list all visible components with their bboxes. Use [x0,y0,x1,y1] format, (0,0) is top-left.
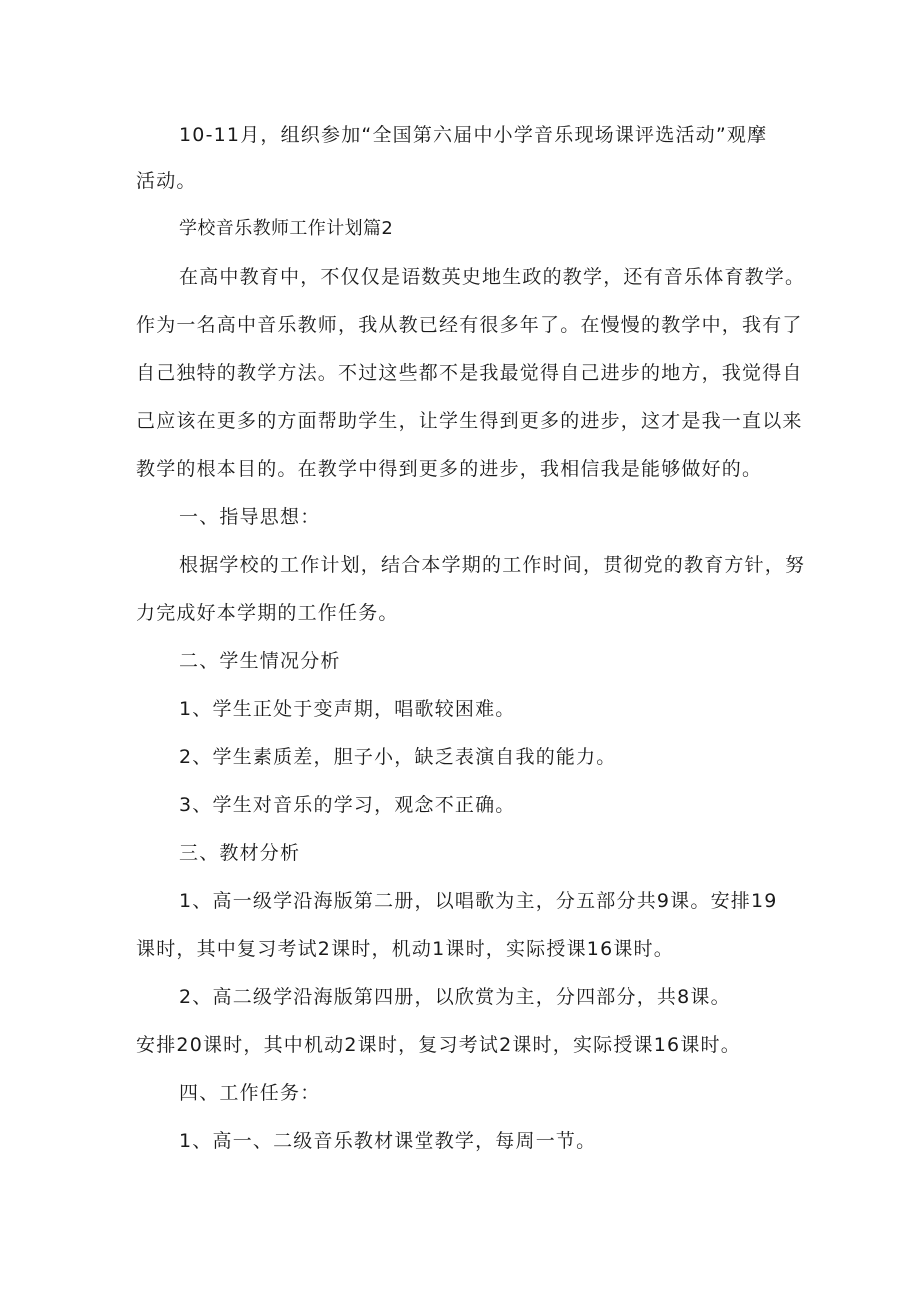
list-item: 2、高二级学沿海版第四册，以欣赏为主，分四部分，共8课。 [179,986,731,1008]
paragraph-line: 活动。 [136,170,197,192]
paragraph-line: 己应该在更多的方面帮助学生，让学生得到更多的进步，这才是我一直以来 [136,410,803,432]
paragraph-line: 根据学校的工作计划，结合本学期的工作时间，贯彻党的教育方针，努 [179,554,806,576]
heading-textbook-analysis: 三、教材分析 [179,842,301,864]
list-item: 2、学生素质差，胆子小，缺乏表演自我的能力。 [179,746,617,768]
paragraph-line: 在高中教育中，不仅仅是语数英史地生政的教学，还有音乐体育教学。 [179,266,806,288]
list-item: 1、学生正处于变声期，唱歌较困难。 [179,698,516,720]
heading-work-tasks: 四、工作任务： [179,1082,321,1104]
paragraph-line: 10-11月，组织参加“全国第六届中小学音乐现场课评选活动”观摩 [179,124,768,146]
paragraph-line: 自己独特的教学方法。不过这些都不是我最觉得自己进步的地方，我觉得自 [136,362,803,384]
list-item: 1、高一、二级音乐教材课堂教学，每周一节。 [179,1130,597,1152]
paragraph-line: 课时，其中复习考试2课时，机动1课时，实际授课16课时。 [136,938,674,960]
list-item: 3、学生对音乐的学习，观念不正确。 [179,794,516,816]
paragraph-line: 力完成好本学期的工作任务。 [136,602,399,624]
heading-student-analysis: 二、学生情况分析 [179,650,341,672]
heading-guiding-ideology: 一、指导思想： [179,506,321,528]
paragraph-line: 作为一名高中音乐教师，我从教已经有很多年了。在慢慢的教学中，我有了 [136,314,803,336]
paragraph-line: 安排20课时，其中机动2课时，复习考试2课时，实际授课16课时。 [136,1034,741,1056]
paragraph-line: 教学的根本目的。在教学中得到更多的进步，我相信我是能够做好的。 [136,458,763,480]
section-title: 学校音乐教师工作计划篇2 [179,218,394,239]
list-item: 1、高一级学沿海版第二册，以唱歌为主，分五部分共9课。安排19 [179,890,778,912]
